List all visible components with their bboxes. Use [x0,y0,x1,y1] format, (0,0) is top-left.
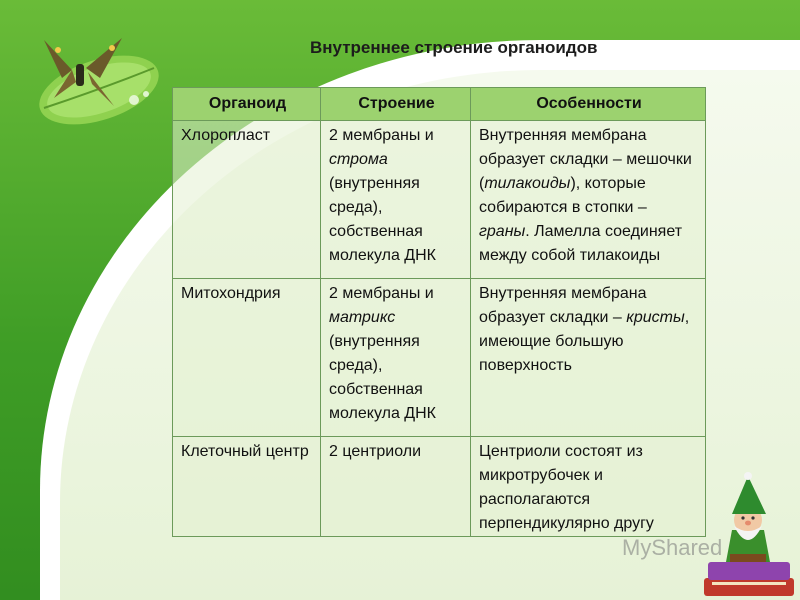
header-organoid: Органоид [173,88,321,121]
organoid-cell [173,279,321,437]
table-row [173,121,706,279]
structure-text-rest: (внутренняя среда), собственная молекула ДНК [329,333,436,422]
slide-title: Внутреннее строение органоидов [310,38,598,57]
structure-text: 2 мембраны и [329,285,434,302]
features-text: Внутренняя мембрана образует складки – мешочки ( [479,127,692,192]
features-term: тилакоиды [484,175,571,192]
organoid-name: Клеточный центр [181,443,309,460]
header-structure: Строение [321,88,471,121]
features-cell [471,437,706,537]
organoid-cell [173,437,321,537]
table-header-row [173,88,706,121]
organoid-name: Митохондрия [181,285,281,302]
organoids-table [172,87,706,537]
features-cell [471,279,706,437]
leaf-butterfly-decoration-icon [14,28,164,128]
structure-cell [321,121,471,279]
table-row [173,437,706,537]
structure-text: 2 мембраны и [329,127,434,144]
structure-cell [321,437,471,537]
features-text: Внутренняя мембрана образует складки – [479,285,647,326]
features-text: . Ламелла соединяет между собой тилакоиды [479,223,683,264]
features-cell [471,121,706,279]
features-term: кристы [626,309,685,326]
features-text: , имеющие большую поверхность [479,309,690,374]
structure-cell [321,279,471,437]
features-text: ), которые собираются в стопки – [479,175,647,216]
structure-term: матрикс [329,309,396,326]
structure-text: 2 центриоли [329,443,422,460]
header-features: Особенности [471,88,706,121]
structure-term: строма [329,151,388,168]
organoid-cell [173,121,321,279]
structure-text-rest: (внутренняя среда), собственная молекула ДНК [329,175,436,264]
organoid-name: Хлоропласт [181,127,271,144]
watermark: MyShared [622,535,723,560]
features-text: Центриоли состоят из микротрубочек и располагаются перпендикулярно другу [479,443,654,532]
features-term: граны [479,223,526,240]
table-row [173,279,706,437]
